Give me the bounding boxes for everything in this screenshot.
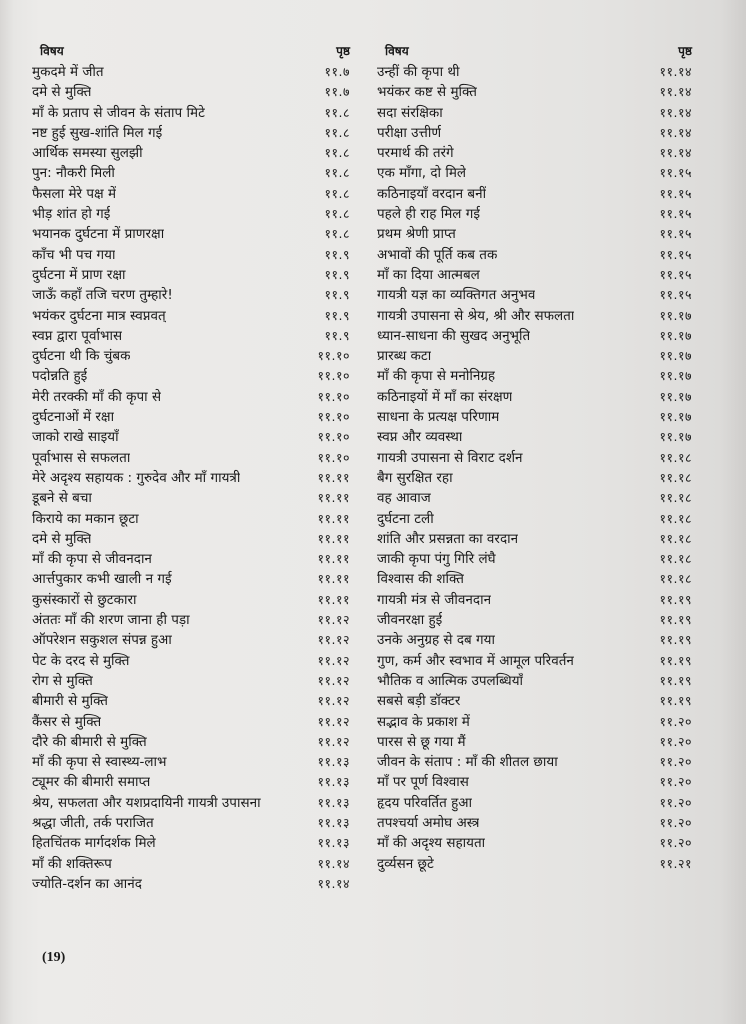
toc-entry-page: ११.१३ — [317, 774, 350, 790]
toc-entry — [377, 143, 692, 163]
toc-entry-title: दुर्घटना थी कि चुंबक — [32, 348, 131, 365]
toc-entry-title: हितचिंतक मार्गदर्शक मिले — [32, 835, 156, 852]
toc-entry — [377, 833, 692, 853]
toc-entry-title: फैसला मेरे पक्ष में — [32, 185, 117, 202]
toc-entry-title: श्रेय, सफलता और यशप्रदायिनी गायत्री उपासना — [32, 794, 261, 811]
toc-entry — [377, 488, 692, 508]
toc-entry — [32, 306, 350, 326]
toc-entry-page: ११.१३ — [317, 754, 350, 770]
toc-entry-title: जीवनरक्षा हुई — [377, 612, 443, 629]
toc-entry-page: ११.२० — [659, 713, 692, 729]
toc-entry — [377, 529, 692, 549]
toc-entry — [377, 854, 692, 874]
toc-entry-page: ११.७ — [324, 84, 350, 100]
toc-entry-page: ११.९ — [324, 307, 350, 323]
toc-entry-page: ११.१९ — [659, 672, 692, 688]
toc-entry — [32, 651, 350, 671]
toc-entry-title: सदा संरक्षिका — [377, 104, 443, 121]
toc-entry-page: ११.१५ — [659, 226, 692, 242]
toc-entry — [32, 468, 350, 488]
toc-entry-page: ११.८ — [324, 206, 350, 222]
toc-entry-title: काँच भी पच गया — [32, 246, 116, 263]
subject-header: विषय — [40, 44, 64, 58]
toc-entry — [377, 245, 692, 265]
toc-entry — [377, 326, 692, 346]
toc-entry-page: ११.११ — [317, 490, 350, 506]
toc-entry-title: पुन: नौकरी मिली — [32, 165, 115, 182]
toc-entry — [377, 224, 692, 244]
toc-entry-page: ११.१९ — [659, 652, 692, 668]
toc-entry — [377, 387, 692, 407]
toc-entry-page: ११.२० — [659, 733, 692, 749]
toc-entry — [32, 590, 350, 610]
toc-entry-page: ११.१५ — [659, 185, 692, 201]
toc-entry — [377, 123, 692, 143]
toc-entry — [32, 712, 350, 732]
toc-list-right — [377, 62, 692, 874]
toc-entry-page: ११.१३ — [317, 814, 350, 830]
toc-entry-page: ११.१८ — [659, 449, 692, 465]
toc-entry-page: ११.९ — [324, 266, 350, 282]
toc-entry-page: ११.१५ — [659, 165, 692, 181]
toc-entry-page: ११.११ — [317, 591, 350, 607]
toc-entry-page: ११.१४ — [659, 145, 692, 161]
toc-entry-title: कठिनाइयाँ वरदान बनीं — [377, 185, 487, 202]
toc-entry — [377, 184, 692, 204]
subject-header: विषय — [385, 44, 409, 58]
toc-entry-title: कुसंस्कारों से छुटकारा — [32, 591, 137, 608]
toc-entry-title: दुर्घटना में प्राण रक्षा — [32, 266, 126, 283]
toc-entry-page: ११.२१ — [659, 855, 692, 871]
toc-entry-title: मेरे अदृश्य सहायक : गुरुदेव और माँ गायत्री — [32, 469, 241, 486]
toc-entry-title: बैग सुरक्षित रहा — [377, 469, 453, 486]
toc-entry — [377, 82, 692, 102]
toc-entry — [377, 62, 692, 82]
toc-entry-page: ११.१७ — [659, 348, 692, 364]
toc-entry — [32, 184, 350, 204]
toc-entry-page: ११.११ — [317, 469, 350, 485]
toc-entry-title: माँ के प्रताप से जीवन के संताप मिटे — [32, 104, 205, 121]
toc-entry-title: जाको राखे साइयाँ — [32, 429, 119, 446]
toc-entry-page: ११.२० — [659, 835, 692, 851]
toc-entry — [377, 427, 692, 447]
toc-entry-title: वह आवाज — [377, 490, 431, 507]
toc-entry-title: सबसे बड़ी डॉक्टर — [377, 693, 461, 710]
toc-entry-page: ११.२० — [659, 814, 692, 830]
toc-entry-title: पेट के दरद से मुक्ति — [32, 652, 130, 669]
toc-entry-title: माँ की अदृश्य सहायता — [377, 835, 486, 852]
toc-entry-page: ११.१० — [317, 388, 350, 404]
toc-entry — [32, 610, 350, 630]
toc-entry-page: ११.१४ — [659, 124, 692, 140]
toc-entry-title: दुर्घटना टली — [377, 510, 434, 527]
column-header — [32, 40, 350, 62]
toc-entry-title: माँ का दिया आत्मबल — [377, 266, 480, 283]
toc-entry — [32, 224, 350, 244]
toc-entry — [32, 833, 350, 853]
toc-entry-title: पहले ही राह मिल गई — [377, 206, 480, 223]
toc-entry-title: दमे से मुक्ति — [32, 84, 92, 101]
toc-entry — [377, 265, 692, 285]
toc-entry-page: ११.१७ — [659, 327, 692, 343]
toc-entry-page: ११.१३ — [317, 835, 350, 851]
toc-entry-title: प्रारब्ध कटा — [377, 348, 432, 365]
toc-entry-page: ११.१८ — [659, 571, 692, 587]
toc-entry-page: ११.१० — [317, 348, 350, 364]
toc-entry-title: डूबने से बचा — [32, 490, 92, 507]
toc-entry — [377, 509, 692, 529]
toc-entry-page: ११.१३ — [317, 794, 350, 810]
toc-entry — [32, 874, 350, 894]
toc-entry-title: दुर्व्यसन छूटे — [377, 855, 434, 872]
toc-entry-page: ११.१२ — [317, 693, 350, 709]
toc-entry-page: ११.११ — [317, 551, 350, 567]
toc-list-left — [32, 62, 350, 894]
toc-entry — [377, 610, 692, 630]
toc-entry-title: दमे से मुक्ति — [32, 530, 92, 547]
toc-entry-page: ११.१४ — [659, 64, 692, 79]
toc-entry-title: मुकदमे में जीत — [32, 64, 104, 80]
toc-column-left — [32, 40, 350, 894]
toc-entry-title: श्रद्धा जीती, तर्क पराजित — [32, 814, 154, 831]
toc-entry-title: प्रथम श्रेणी प्राप्त — [377, 226, 456, 243]
toc-entry-page: ११.१२ — [317, 612, 350, 628]
toc-entry-page: ११.१२ — [317, 652, 350, 668]
toc-entry-page: ११.१८ — [659, 510, 692, 526]
toc-entry-title: कठिनाइयों में माँ का संरक्षण — [377, 388, 513, 405]
toc-entry — [377, 285, 692, 305]
toc-entry — [32, 671, 350, 691]
toc-entry-title: परीक्षा उत्तीर्ण — [377, 124, 442, 141]
toc-entry-title: मेरी तरक्की माँ की कृपा से — [32, 388, 162, 405]
toc-entry-title: अभावों की पूर्ति कब तक — [377, 246, 498, 263]
toc-entry-page: ११.१२ — [317, 713, 350, 729]
toc-entry-title: भौतिक व आत्मिक उपलब्धियाँ — [377, 672, 524, 689]
toc-entry — [377, 793, 692, 813]
toc-entry-title: गायत्री उपासना से विराट दर्शन — [377, 449, 523, 466]
toc-entry-title: स्वप्न द्वारा पूर्वाभास — [32, 327, 123, 344]
toc-entry-page: ११.१४ — [659, 104, 692, 120]
column-header — [377, 40, 692, 62]
toc-entry-page: ११.८ — [324, 124, 350, 140]
toc-entry-page: ११.१९ — [659, 612, 692, 628]
toc-entry-title: रोग से मुक्ति — [32, 672, 93, 689]
toc-entry-page: ११.९ — [324, 287, 350, 303]
toc-entry-title: पूर्वाभास से सफलता — [32, 449, 131, 466]
toc-entry — [32, 488, 350, 508]
toc-entry-title: गुण, कर्म और स्वभाव में आमूल परिवर्तन — [377, 652, 574, 669]
toc-entry — [32, 509, 350, 529]
toc-entry-title: गायत्री मंत्र से जीवनदान — [377, 591, 492, 608]
toc-entry-page: ११.१७ — [659, 429, 692, 445]
toc-entry-page: ११.१९ — [659, 632, 692, 648]
toc-entry-title: जाऊँ कहाँ तजि चरण तुम्हारे! — [32, 287, 173, 304]
toc-entry — [377, 813, 692, 833]
toc-entry — [32, 793, 350, 813]
toc-entry-page: ११.१७ — [659, 388, 692, 404]
toc-entry-page: ११.९ — [324, 246, 350, 262]
toc-entry — [377, 569, 692, 589]
toc-entry-page: ११.१८ — [659, 469, 692, 485]
toc-entry-page: ११.८ — [324, 185, 350, 201]
toc-entry-title: दुर्घटनाओं में रक्षा — [32, 409, 115, 426]
toc-entry-title: पदोन्नति हुई — [32, 368, 88, 385]
toc-entry — [377, 752, 692, 772]
toc-entry-title: एक माँगा, दो मिले — [377, 165, 467, 182]
toc-entry — [32, 448, 350, 468]
toc-entry-title: भयानक दुर्घटना में प्राणरक्षा — [32, 226, 165, 243]
toc-entry — [32, 204, 350, 224]
toc-entry — [32, 82, 350, 102]
toc-entry-page: ११.१५ — [659, 287, 692, 303]
toc-entry-title: जाकी कृपा पंगु गिरि लंघै — [377, 551, 496, 568]
toc-entry — [32, 346, 350, 366]
toc-entry-title: माँ की कृपा से जीवनदान — [32, 551, 152, 568]
toc-entry-title: भीड़ शांत हो गई — [32, 206, 111, 223]
toc-entry — [32, 691, 350, 711]
toc-entry-title: आर्त्तपुकार कभी खाली न गई — [32, 571, 172, 588]
page-header: पृष्ठ — [678, 44, 692, 58]
toc-entry — [32, 285, 350, 305]
toc-entry — [377, 772, 692, 792]
toc-entry — [32, 265, 350, 285]
toc-entry-page: ११.१८ — [659, 490, 692, 506]
toc-entry-page: ११.१५ — [659, 246, 692, 262]
toc-entry-title: दौरे की बीमारी से मुक्ति — [32, 733, 147, 750]
toc-entry-title: ऑपरेशन सकुशल संपन्न हुआ — [32, 632, 172, 649]
toc-entry-page: ११.१७ — [659, 307, 692, 323]
toc-entry-title: माँ पर पूर्ण विश्वास — [377, 774, 469, 791]
toc-entry-title: उन्हीं की कृपा थी — [377, 64, 460, 80]
toc-entry-title: तपश्चर्या अमोघ अस्त्र — [377, 814, 480, 831]
toc-entry — [32, 529, 350, 549]
toc-entry — [32, 62, 350, 82]
toc-entry-title: स्वप्न और व्यवस्था — [377, 429, 463, 446]
toc-entry-title: शांति और प्रसन्नता का वरदान — [377, 530, 519, 547]
toc-entry-page: ११.८ — [324, 226, 350, 242]
toc-entry — [32, 732, 350, 752]
toc-entry — [32, 103, 350, 123]
toc-entry-page: ११.१२ — [317, 672, 350, 688]
toc-entry-title: अंततः माँ की शरण जाना ही पड़ा — [32, 612, 190, 629]
toc-entry-title: कैंसर से मुक्ति — [32, 713, 102, 730]
toc-entry-title: जीवन के संताप : माँ की शीतल छाया — [377, 754, 558, 771]
toc-entry-title: किराये का मकान छूटा — [32, 510, 139, 527]
toc-entry-page: ११.१२ — [317, 733, 350, 749]
toc-entry-page: ११.१० — [317, 449, 350, 465]
toc-entry — [32, 387, 350, 407]
toc-entry — [32, 630, 350, 650]
toc-entry-page: ११.१० — [317, 429, 350, 445]
page-number: (19) — [42, 950, 66, 965]
toc-entry — [32, 427, 350, 447]
toc-entry — [377, 366, 692, 386]
toc-entry-page: ११.१८ — [659, 551, 692, 567]
toc-entry-title: बीमारी से मुक्ति — [32, 693, 109, 710]
toc-entry-title: साधना के प्रत्यक्ष परिणाम — [377, 409, 500, 426]
toc-entry-page: ११.९ — [324, 327, 350, 343]
toc-entry-title: उनके अनुग्रह से दब गया — [377, 632, 495, 649]
toc-entry — [377, 671, 692, 691]
toc-entry-page: ११.११ — [317, 530, 350, 546]
toc-entry — [377, 204, 692, 224]
toc-entry — [32, 569, 350, 589]
page-header: पृष्ठ — [336, 44, 350, 58]
toc-entry-page: ११.१० — [317, 409, 350, 425]
toc-entry-page: ११.११ — [317, 510, 350, 526]
toc-entry-page: ११.८ — [324, 104, 350, 120]
toc-entry — [32, 772, 350, 792]
toc-entry — [377, 590, 692, 610]
toc-entry — [377, 630, 692, 650]
toc-entry — [32, 854, 350, 874]
toc-entry-title: माँ की कृपा से स्वास्थ्य-लाभ — [32, 754, 167, 771]
toc-entry-page: ११.१५ — [659, 266, 692, 282]
toc-entry-page: ११.१९ — [659, 591, 692, 607]
toc-entry-title: पारस से छू गया मैं — [377, 733, 466, 750]
toc-entry-title: माँ की कृपा से मनोनिग्रह — [377, 368, 496, 385]
toc-entry — [32, 326, 350, 346]
toc-entry-page: ११.१४ — [317, 875, 350, 891]
toc-entry-page: ११.१४ — [659, 84, 692, 100]
toc-entry — [32, 123, 350, 143]
toc-entry — [32, 752, 350, 772]
toc-entry-title: ज्योति-दर्शन का आनंद — [32, 875, 142, 892]
toc-entry-title: ट्यूमर की बीमारी समाप्त — [32, 774, 151, 791]
toc-entry-page: ११.१७ — [659, 409, 692, 425]
toc-entry-title: परमार्थ की तरंगे — [377, 145, 454, 162]
toc-entry-title: गायत्री यज्ञ का व्यक्तिगत अनुभव — [377, 287, 536, 304]
toc-entry-title: आर्थिक समस्या सुलझी — [32, 145, 143, 162]
toc-entry — [377, 407, 692, 427]
toc-entry-page: ११.१८ — [659, 530, 692, 546]
toc-entry-page: ११.१५ — [659, 206, 692, 222]
toc-entry-title: भयंकर दुर्घटना मात्र स्वप्नवत् — [32, 307, 166, 324]
toc-entry-title: हृदय परिवर्तित हुआ — [377, 794, 473, 811]
toc-entry — [377, 306, 692, 326]
toc-entry-page: ११.१७ — [659, 368, 692, 384]
toc-entry — [32, 407, 350, 427]
toc-entry-page: ११.७ — [324, 64, 350, 79]
toc-entry — [377, 163, 692, 183]
toc-entry-title: भयंकर कष्ट से मुक्ति — [377, 84, 477, 101]
toc-entry — [377, 651, 692, 671]
toc-entry — [32, 163, 350, 183]
toc-entry-page: ११.१९ — [659, 693, 692, 709]
toc-entry-page: ११.१२ — [317, 632, 350, 648]
toc-entry-page: ११.२० — [659, 794, 692, 810]
toc-entry — [377, 691, 692, 711]
toc-entry — [377, 712, 692, 732]
toc-entry — [377, 732, 692, 752]
toc-entry — [377, 468, 692, 488]
toc-entry-page: ११.११ — [317, 571, 350, 587]
toc-entry — [377, 103, 692, 123]
toc-entry — [377, 346, 692, 366]
toc-entry-title: ध्यान-साधना की सुखद अनुभूति — [377, 327, 531, 344]
toc-entry-title: माँ की शक्तिरूप — [32, 855, 112, 872]
toc-entry-page: ११.२० — [659, 754, 692, 770]
toc-entry-title: विश्वास की शक्ति — [377, 571, 464, 588]
toc-column-right — [377, 40, 692, 874]
toc-entry — [32, 813, 350, 833]
toc-entry — [32, 143, 350, 163]
toc-entry-title: गायत्री उपासना से श्रेय, श्री और सफलता — [377, 307, 575, 324]
toc-entry-page: ११.१० — [317, 368, 350, 384]
toc-entry — [32, 245, 350, 265]
toc-entry — [32, 549, 350, 569]
toc-entry — [377, 549, 692, 569]
toc-entry — [377, 448, 692, 468]
toc-entry-page: ११.८ — [324, 165, 350, 181]
toc-entry-page: ११.२० — [659, 774, 692, 790]
toc-entry-page: ११.१४ — [317, 855, 350, 871]
toc-entry-title: सद्भाव के प्रकाश में — [377, 713, 470, 730]
toc-entry — [32, 366, 350, 386]
toc-entry-page: ११.८ — [324, 145, 350, 161]
toc-entry-title: नष्ट हुई सुख-शांति मिल गई — [32, 124, 163, 141]
